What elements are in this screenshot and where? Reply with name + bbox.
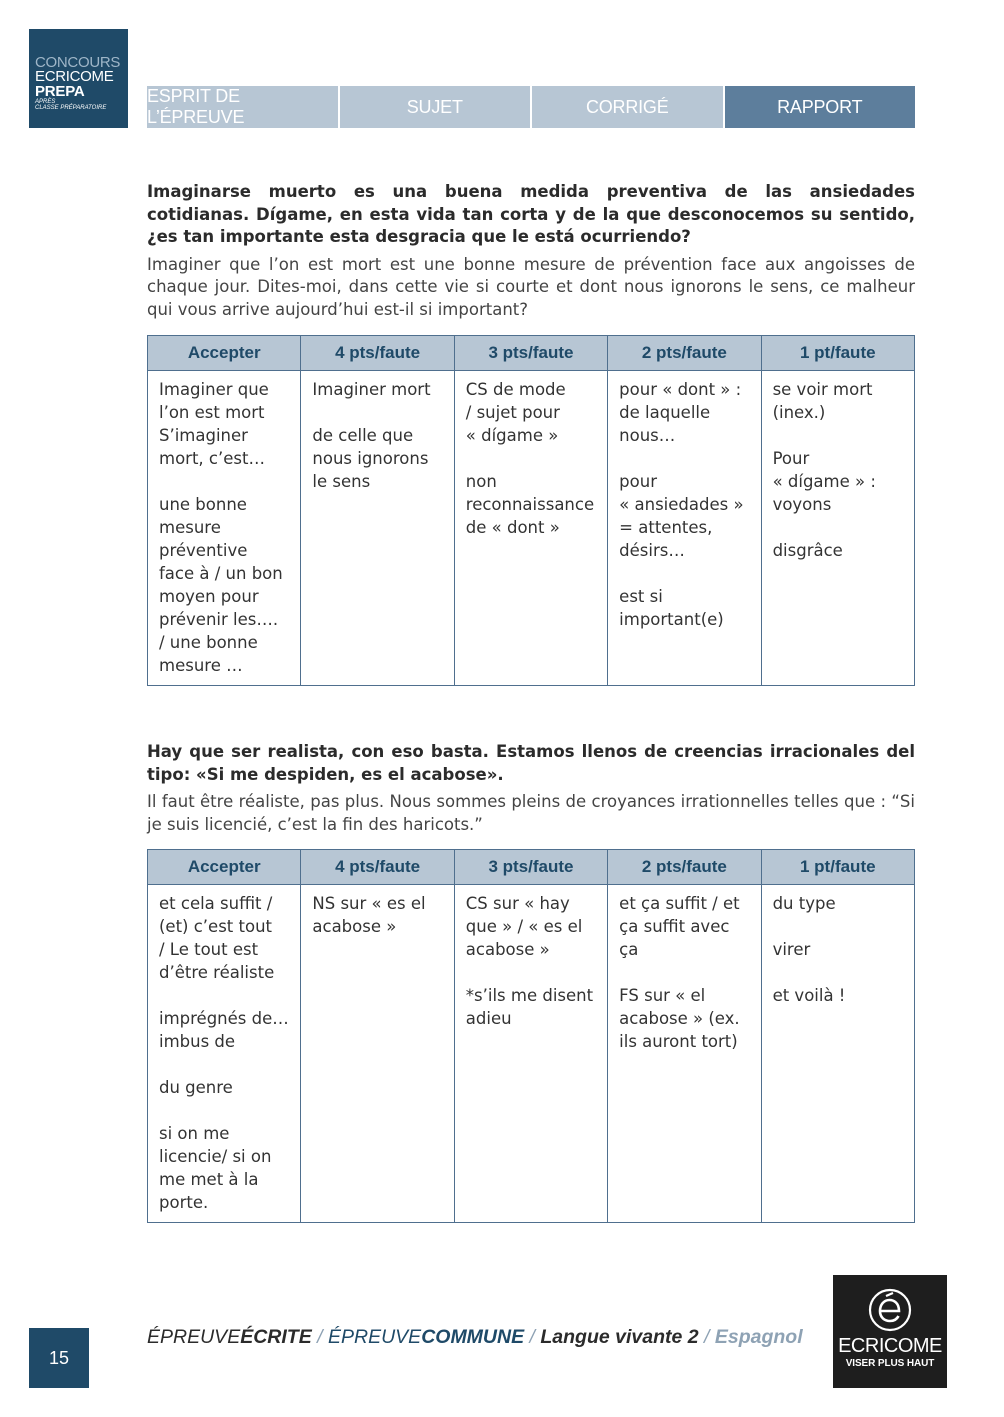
- header-3pts: 3 pts/faute: [454, 850, 607, 885]
- cell-line: moyen pour: [159, 587, 259, 606]
- cell-line: FS sur « el: [619, 986, 706, 1005]
- logo-line-ecricome: ECRICOME: [35, 68, 114, 85]
- tab-rapport[interactable]: RAPPORT: [725, 86, 916, 128]
- cell-line: acabose »: [312, 917, 397, 936]
- cell-line: de « dont »: [465, 518, 560, 537]
- cell-line: pour: [619, 472, 657, 491]
- cell-line: mort, c’est…: [159, 449, 265, 468]
- cell-line: ils auront tort): [619, 1032, 738, 1051]
- cell-line: [773, 424, 903, 447]
- cell-line: = attentes,: [619, 518, 713, 537]
- cell-3pts: [454, 885, 607, 1223]
- cell-line: et voilà !: [772, 986, 846, 1005]
- header-1pt: 1 pt/faute: [761, 336, 914, 371]
- cell-line: *s’ils me disent: [465, 986, 594, 1005]
- spanish-sentence: Imaginarse muerto es una buena medida preventiva de las ansiedades cotidianas. Dígame, en esta vida tan corta y de la que desconocemos su sentido, ¿es tan importante esta desgracia que le está ocurriendo?: [147, 182, 915, 246]
- cell-line: Imaginer que: [159, 380, 269, 399]
- cell-line: « ansiedades »: [619, 495, 744, 514]
- cell-4pts: [301, 371, 454, 686]
- cell-line: [466, 447, 596, 470]
- cell-line: se voir mort: [772, 380, 873, 399]
- cell-line: CS de mode: [465, 380, 566, 399]
- cell-line: CS sur « hay: [465, 894, 570, 913]
- french-translation: Imaginer que l’on est mort est une bonne mesure de prévention face aux angoisses de chaque jour. Dites-moi, dans cette vie si courte et dont nous ignorons le sens, ce malheur qui vous arrive aujourd’hui est-il si important?: [147, 254, 915, 319]
- cell-1pt: [761, 371, 914, 686]
- section-tabs: [147, 86, 915, 128]
- cell-line: mesure …: [159, 656, 243, 675]
- tab-corrige[interactable]: CORRIGÉ: [532, 86, 723, 128]
- concours-ecricome-logo: [29, 29, 128, 128]
- header-4pts: 4 pts/faute: [301, 850, 454, 885]
- cell-line: mesure: [159, 518, 221, 537]
- cell-line: me met à la: [159, 1170, 259, 1189]
- cell-line: est si: [619, 587, 663, 606]
- cell-3pts: [454, 371, 607, 686]
- cell-line: prévenir les….: [159, 610, 279, 629]
- footer-separator: /: [704, 1326, 710, 1348]
- cell-2pts: [608, 371, 761, 686]
- cell-line: imbus de: [159, 1032, 236, 1051]
- tab-sujet[interactable]: SUJET: [340, 86, 531, 128]
- footer-separator: /: [529, 1326, 535, 1348]
- header-2pts: 2 pts/faute: [608, 850, 761, 885]
- cell-line: [773, 915, 903, 938]
- cell-line: nous…: [619, 426, 676, 445]
- ecricome-e-icon: [867, 1287, 913, 1333]
- cell-line: Pour: [772, 449, 810, 468]
- cell-accepter: [148, 371, 301, 686]
- table-row: [148, 885, 915, 1223]
- cell-line: que » / « es el: [465, 917, 583, 936]
- cell-line: / une bonne: [159, 633, 258, 652]
- ecricome-brand-logo: [833, 1275, 947, 1388]
- cell-line: [159, 470, 289, 493]
- cell-line: non: [465, 472, 497, 491]
- footer-matiere: Espagnol: [714, 1326, 803, 1348]
- tab-esprit-epreuve[interactable]: ESPRIT DE L’ÉPREUVE: [147, 86, 338, 128]
- cell-line: ça suffit avec: [619, 917, 730, 936]
- cell-line: [773, 961, 903, 984]
- cell-line: NS sur « es el: [312, 894, 426, 913]
- cell-line: acabose » (ex.: [619, 1009, 740, 1028]
- cell-line: licencie/ si on: [159, 1147, 272, 1166]
- header-accepter: Accepter: [148, 850, 301, 885]
- brand-slogan: VISER PLUS HAUT: [845, 1358, 935, 1369]
- cell-line: important(e): [619, 610, 724, 629]
- cell-line: préventive: [159, 541, 248, 560]
- cell-line: [619, 562, 749, 585]
- cell-line: [619, 447, 749, 470]
- spanish-sentence: Hay que ser realista, con eso basta. Estamos llenos de creencias irracionales del tipo: «Si me despiden, es el acabose».: [147, 742, 915, 784]
- cell-line: d’être réaliste: [159, 963, 275, 982]
- logo-line-prepa: PREPA: [35, 83, 85, 100]
- header-2pts: 2 pts/faute: [608, 336, 761, 371]
- cell-line: Imaginer mort: [312, 380, 431, 399]
- cell-1pt: [761, 885, 914, 1223]
- cell-line: de celle que: [312, 426, 414, 445]
- cell-line: [159, 984, 289, 1007]
- footer-ecrite: ÉCRITE: [240, 1326, 312, 1348]
- cell-line: et cela suffit /: [159, 894, 273, 913]
- cell-line: [773, 516, 903, 539]
- footer-langue: Langue vivante 2: [540, 1326, 699, 1348]
- cell-line: si on me: [159, 1124, 230, 1143]
- cell-accepter: [148, 885, 301, 1223]
- logo-line-classe: CLASSE PRÉPARATOIRE: [35, 105, 107, 111]
- sentence-block-2: [147, 741, 915, 836]
- cell-line: nous ignorons: [312, 449, 429, 468]
- cell-line: imprégnés de…: [159, 1009, 289, 1028]
- header-accepter: Accepter: [148, 336, 301, 371]
- table-header-row: [148, 336, 915, 371]
- cell-line: [312, 401, 442, 424]
- table-row: [148, 371, 915, 686]
- cell-line: le sens: [312, 472, 371, 491]
- sentence-block-1: [147, 181, 915, 321]
- cell-line: reconnaissance: [465, 495, 595, 514]
- logo-line-concours: CONCOURS: [35, 54, 121, 71]
- footer-separator: /: [317, 1326, 323, 1348]
- grading-table-2: [147, 849, 915, 1223]
- cell-line: face à / un bon: [159, 564, 283, 583]
- cell-line: voyons: [772, 495, 832, 514]
- cell-line: porte.: [159, 1193, 209, 1212]
- cell-line: du type: [772, 894, 836, 913]
- cell-line: du genre: [159, 1078, 233, 1097]
- cell-line: S’imaginer: [159, 426, 248, 445]
- header-1pt: 1 pt/faute: [761, 850, 914, 885]
- cell-line: pour « dont » :: [619, 380, 742, 399]
- footer-commune: COMMUNE: [421, 1326, 525, 1348]
- cell-line: « dígame » :: [772, 472, 876, 491]
- french-translation: Il faut être réaliste, pas plus. Nous sommes pleins de croyances irrationnelles telles que : “Si je suis licencié, c’est la fin des haricots.”: [147, 792, 915, 834]
- cell-line: acabose »: [465, 940, 550, 959]
- grading-table-1: [147, 335, 915, 686]
- cell-line: l’on est mort: [159, 403, 265, 422]
- cell-line: de laquelle: [619, 403, 711, 422]
- cell-line: désirs…: [619, 541, 685, 560]
- cell-line: adieu: [465, 1009, 512, 1028]
- logo-line-apres: APRÈS: [35, 99, 56, 105]
- cell-line: et ça suffit / et: [619, 894, 740, 913]
- page-number: 15: [29, 1328, 89, 1388]
- cell-line: / Le tout est: [159, 940, 259, 959]
- cell-line: [619, 961, 749, 984]
- brand-name: ECRICOME: [838, 1335, 942, 1357]
- cell-2pts: [608, 885, 761, 1223]
- cell-line: ça: [619, 940, 639, 959]
- footer-epreuve-2: ÉPREUVE: [327, 1326, 422, 1348]
- cell-line: [159, 1053, 289, 1076]
- footer-title: [147, 1326, 803, 1349]
- header-3pts: 3 pts/faute: [454, 336, 607, 371]
- footer-epreuve: ÉPREUVE: [147, 1326, 241, 1348]
- table-header-row: [148, 850, 915, 885]
- cell-line: « dígame »: [465, 426, 559, 445]
- cell-line: [159, 1099, 289, 1122]
- cell-line: (inex.): [772, 403, 826, 422]
- cell-line: [466, 961, 596, 984]
- cell-line: virer: [772, 940, 811, 959]
- cell-line: / sujet pour: [465, 403, 560, 422]
- cell-line: une bonne: [159, 495, 247, 514]
- cell-4pts: [301, 885, 454, 1223]
- header-4pts: 4 pts/faute: [301, 336, 454, 371]
- cell-line: disgrâce: [772, 541, 843, 560]
- cell-line: (et) c’est tout: [159, 917, 273, 936]
